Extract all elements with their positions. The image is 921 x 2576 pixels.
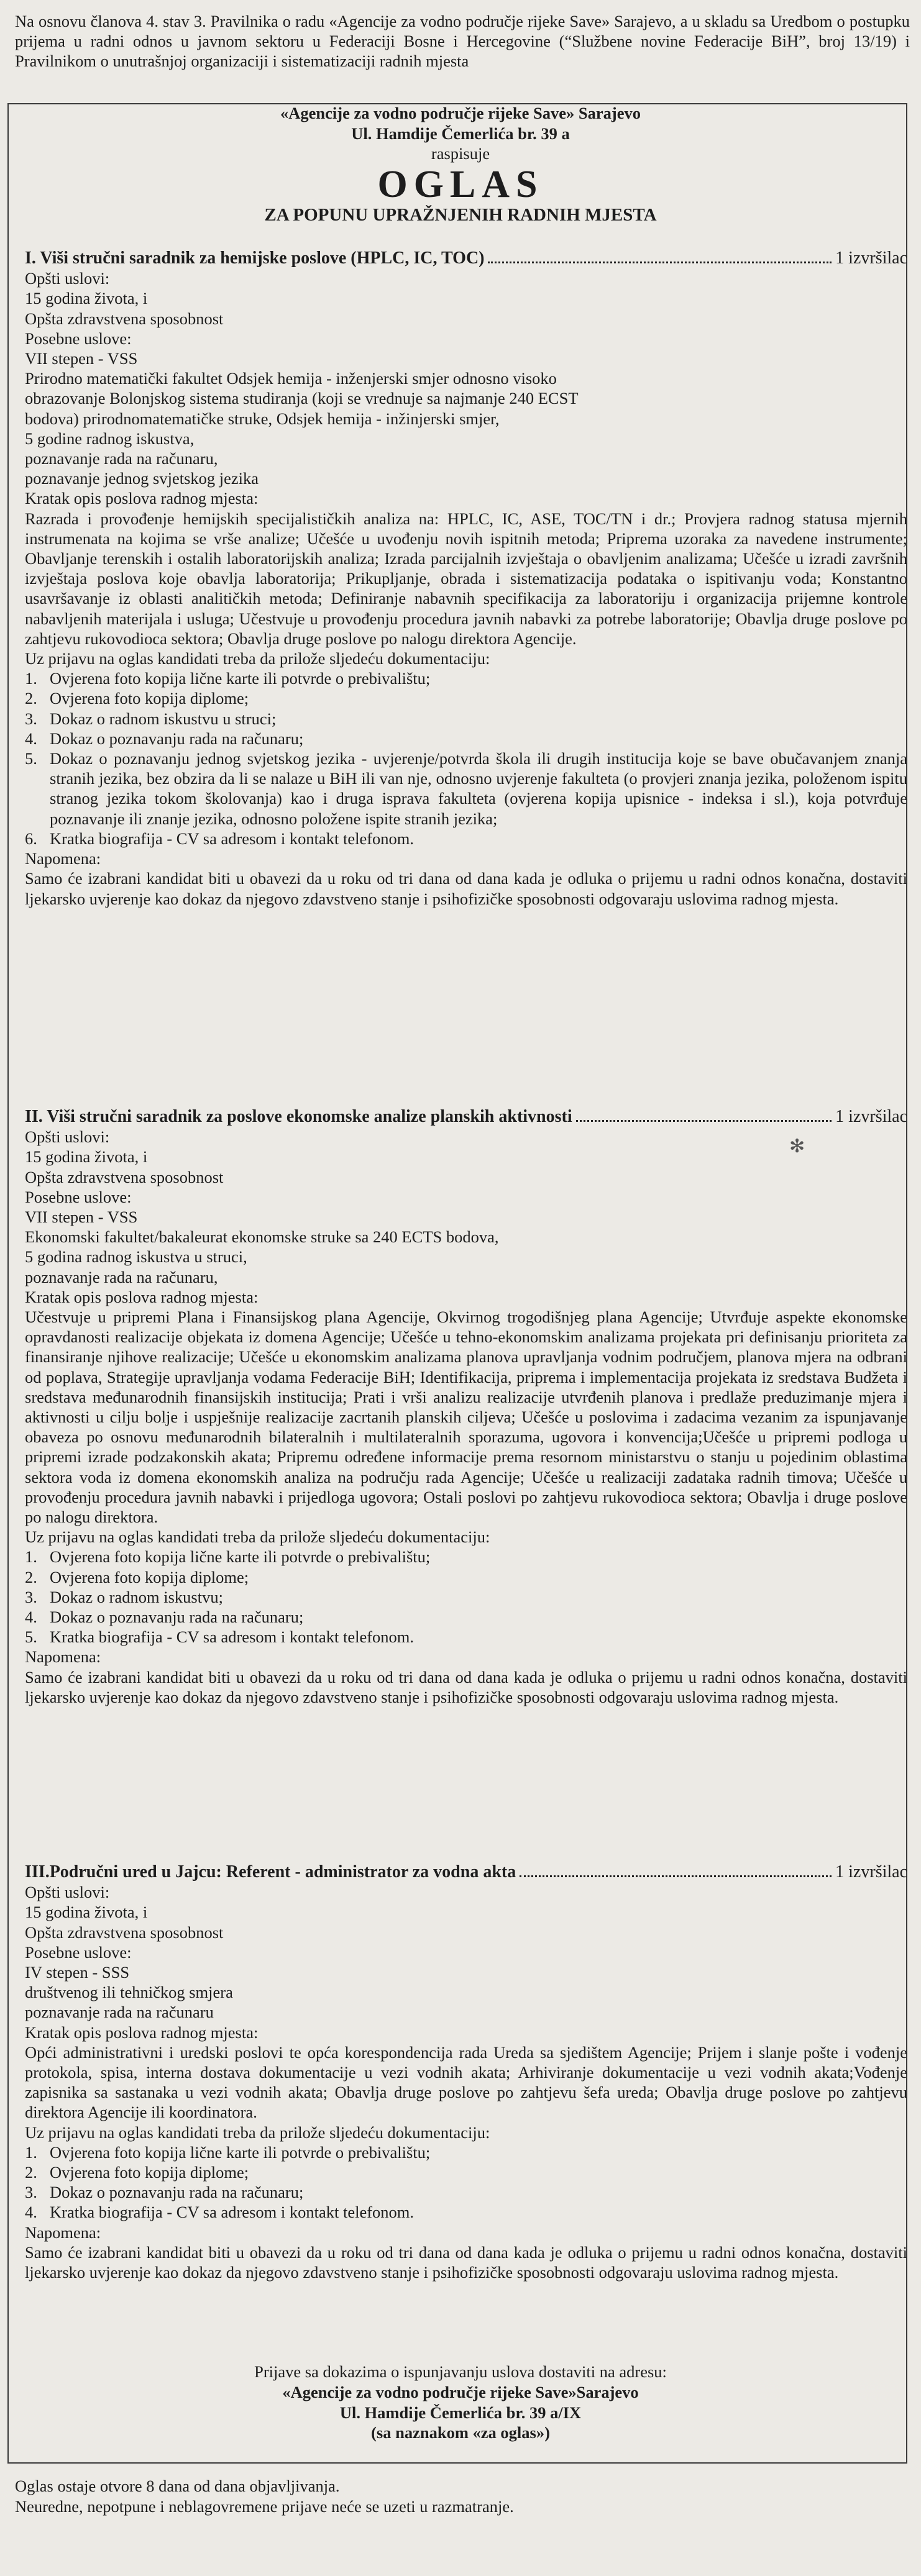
closing-line: Prijave sa dokazima o ispunjavanju uslova dostaviti na adresu: [254,2362,667,2381]
section-title-text: II. Viši stručni saradnik za poslove ekonomske analize planskih aktivnosti [25,1107,572,1126]
list-item: 2. Ovjerena foto kopija diplome; [25,1567,249,1586]
condition-line: Prirodno matematički fakultet Odsjek hemija - inženjerski smjer odnosno visoko [25,369,557,388]
job-description: Razrada i provođenje hemijskih specijalističkih analiza na: HPLC, IC, ASE, TOC/TN i dr.; Provjera radnog statusa mjernih instrumenata na kojima se vrše analize; Učešće u uvođenju novih ispitnih metoda; Priprema uzoraka za navedene instrumente; Obavljanje terenskih i ostalih laboratorijskih analiza; Izrada parcijalnih izvještaja o obavljenim analizama; Učešće u izradi završnih izvještaja poslova koje obavlja laboratorija; Prikupljanje, obrada i sistematizacija podataka o ispitivanju voda; Konstantno usavršavanje iz oblasti analitičkih metoda; Definiranje nabavnih specifikacija za laboratoriju i organizacija prijemne kontrole nabavljenih materijala i usluga; Učestvuje u provođenju procedura javnih nabavki za potrebe laboratorije; Obavlja druge poslove po zahtjevu rukovodioca sektora; Obavlja druge poslove po nalogu direktora Agencije. [25,509,907,648]
org-name: «Agencije za vodno područje rijeke Save» Sarajevo [280,104,641,122]
oglas-subtitle: ZA POPUNU UPRAŽNJENIH RADNIH MJESTA [264,205,657,225]
condition-line: Opšti uslovi: [25,1127,110,1147]
closing-org: «Agencije za vodno područje rijeke Save»Sarajevo [282,2383,639,2401]
condition-line: Kratak opis poslova radnog mjesta: [25,2023,259,2042]
condition-line: bodova) prirodnomatematičke struke, Odsjek hemija - inžinjerski smjer, [25,409,500,428]
note-label: Napomena: [25,849,101,868]
title-dot-leader [520,1875,832,1877]
title-dot-leader [488,262,832,263]
org-address: Ul. Hamdije Čemerlića br. 39 a [351,124,570,143]
condition-line: Kratak opis poslova radnog mjesta: [25,489,259,508]
section-2 [25,1107,907,1707]
section-title [25,1862,907,1882]
closing-note: (sa naznakom «za oglas») [371,2423,550,2442]
list-item: 3. Dokaz o poznavanju rada na računaru; [25,2183,304,2202]
closing-address: Ul. Hamdije Čemerlića br. 39 a/IX [339,2403,582,2422]
list-item: 4. Dokaz o poznavanju rada na računaru; [25,1608,304,1627]
raspisuje-text: raspisuje [431,144,490,163]
note-text: Samo će izabrani kandidat biti u obavezi da u roku od tri dana od dana kada je odluka o prijemu u radni odnos konačna, dostaviti ljekarsko uvjerenje kao dokaz da njegovo zdavstveno stanje i psihofizičke sposobnosti odgovaraju uslovima radnog mjesta. [25,869,907,908]
docs-intro: Uz prijavu na oglas kandidati treba da prilože sljedeću dokumentaciju: [25,649,490,668]
title-dot-leader [576,1120,832,1122]
condition-line: IV stepen - SSS [25,1963,130,1982]
condition-line: Posebne uslove: [25,1187,132,1206]
docs-intro: Uz prijavu na oglas kandidati treba da prilože sljedeću dokumentaciju: [25,1527,490,1547]
section-1 [25,248,907,909]
section-count: 1 izvršilac [835,248,907,268]
condition-line: Opšta zdravstvena sposobnost [25,1923,224,1942]
condition-line: Ekonomski fakultet/bakaleurat ekonomske struke sa 240 ECTS bodova, [25,1227,499,1247]
list-item: 6. Kratka biografija - CV sa adresom i kontakt telefonom. [25,829,415,848]
section-3 [25,1862,907,2282]
job-description: Učestvuje u pripremi Plana i Finansijskog plana Agencije, Okvirnog trogodišnjeg plana Agencije; Utvrđuje aspekte ekonomske opravdanosti realizacije objekata iz domena Agencije; Učešće u tehno-ekonomskim analizama projekata pri definisanju prioriteta za finansiranje njihove realizacije; Učešće u ekonomskim analizama planova upravljanja vodnim područjem, planova mjera na odbrani od poplava, Strategije upravljanja vodama Federacije BiH; Identifikacija, priprema i implementacija projekata iz sredstava Budžeta i sredstava međunarodnih finansijskih institucija; Prati i vrši analizu realizacije utvrđenih planova i predlaže preduzimanje mjera i aktivnosti u cilju bolje i uspješnije realizacije zacrtanih planskih ciljeva; Učešće u poslovima i zadacima vezanim za ispunjavanje obaveza po osnovu međunarodnih bilateralnih i multilateralnih sporazuma, ugovora i konvencija;Učešće u pripremi podloga u pripremi izrade podzakonskih akata; Pripremu određene informacije prema resornom ministarstvu o stanju u pojedinim oblastima sektora voda iz domena ekonomskih analiza na području rada Agencije; Učešće u realizaciji zadataka radnih timova; Učešće u provođenju procedura javnih nabavki i prijedloga ugovora; Ostali poslovi po zahtjevu rukovodioca sektora; Obavlja i druge poslove po nalogu direktora. [25,1308,907,1527]
list-item: 4. Dokaz o poznavanju rada na računaru; [25,729,304,748]
intro-paragraph: Na osnovu članova 4. stav 3. Pravilnika o radu «Agencije za vodno područje rijeke Save» Sarajevo, a u skladu sa Uredbom o postupku prijema u radni odnos u javnom sektoru u Federaciji Bosne i Hercegovine (“Službene novine Federacije BiH”, broj 13/19) i Pravilnikom o unutrašnjoj organizaciji i sistematizaciji radnih mjesta [15,12,910,71]
condition-line: 15 godina života, i [25,289,148,308]
list-item: 1. Ovjerena foto kopija lične karte ili potvrde o prebivalištu; [25,2142,431,2162]
condition-line: Opšti uslovi: [25,1883,110,1902]
condition-line: 15 godina života, i [25,1147,148,1167]
list-item: 3. Dokaz o radnom iskustvu u struci; [25,709,277,728]
note-label: Napomena: [25,1647,101,1667]
condition-line: poznavanje jednog svjetskog jezika [25,469,259,488]
section-count: 1 izvršilac [835,1862,907,1882]
condition-line: Posebne uslove: [25,1942,132,1962]
condition-line: Opšti uslovi: [25,269,110,288]
condition-line: Opšta zdravstvena sposobnost [25,1167,224,1186]
condition-line: 5 godine radnog iskustva, [25,429,195,448]
condition-line: VII stepen - VSS [25,349,138,368]
ink-mark-icon: ✻ [789,1136,805,1157]
condition-line: 15 godina života, i [25,1903,148,1922]
condition-line: poznavanje rada na računaru, [25,1267,218,1286]
job-description: Opći administrativni i uredski poslovi te opća korespondencija rada Ureda sa sjedištem Agencije; Prijem i slanje pošte i vođenje protokola, spisa, interna dostava dokumentacije u vezi vodnih akata; Arhiviranje dokumentacije u vezi vodnih akata;Vođenje zapisnika sa sastanaka u vezi vodnih akata; Obavlja druge poslove po zahtjevu šefa ureda; Obavlja druge poslove po zahtjevu direktora Agencije ili koordinatora. [25,2042,907,2122]
list-item: 5. Kratka biografija - CV sa adresom i kontakt telefonom. [25,1627,415,1647]
list-item: 1. Ovjerena foto kopija lične karte ili potvrde o prebivalištu; [25,669,431,688]
condition-line: obrazovanje Bolonjskog sistema studiranja (koji se vrednuje sa najmanje 240 ECST [25,389,579,408]
section-title [25,248,907,268]
list-item: 4. Kratka biografija - CV sa adresom i kontakt telefonom. [25,2203,415,2222]
list-item: 5. Dokaz o poznavanju jednog svjetskog jezika - uvjerenje/potvrda škola ili drugih institucija koje se bave obučavanjem znanja stranih jezika, bez obzira da li se nalaze u BiH ili van nje, odnosno uvjerenje fakulteta (o provjeri znanja jezika, položenom ispitu stranog jezika tokom školovanja) kao i druga isprava fakulteta (ovjerena kopija upisnice - indeksa i sl.), koja potvrđuje poznavanje ili znanje jezika, odnosno položene ispite stranih jezika; [25,749,907,828]
condition-line: Posebne uslove: [25,329,132,348]
condition-line: poznavanje rada na računaru, [25,449,218,468]
note-text: Samo će izabrani kandidat biti u obavezi da u roku od tri dana od dana kada je odluka o prijemu u radni odnos konačna, dostaviti ljekarsko uvjerenje kao dokaz da njegovo zdavstveno stanje i psihofizičke sposobnosti odgovaraju uslovima radnog mjesta. [25,1667,907,1706]
list-item: 1. Ovjerena foto kopija lične karte ili potvrde o prebivalištu; [25,1547,431,1567]
footer-line: Neuredne, nepotpune i neblagovremene prijave neće se uzeti u razmatranje. [15,2497,514,2516]
oglas-title: OGLAS [377,163,544,206]
section-count: 1 izvršilac [835,1107,907,1126]
section-title-text: III.Područni ured u Jajcu: Referent - administrator za vodna akta [25,1862,516,1882]
list-item: 3. Dokaz o radnom iskustvu; [25,1587,223,1606]
condition-line: društvenog ili tehničkog smjera [25,1983,233,2002]
section-title [25,1107,907,1127]
list-item: 2. Ovjerena foto kopija diplome; [25,689,249,708]
note-text: Samo će izabrani kandidat biti u obavezi da u roku od tri dana od dana kada je odluka o prijemu u radni odnos konačna, dostaviti ljekarsko uvjerenje kao dokaz da njegovo zdavstveno stanje i psihofizičke sposobnosti odgovaraju uslovima radnog mjesta. [25,2242,907,2282]
condition-line: VII stepen - VSS [25,1208,138,1227]
note-label: Napomena: [25,2223,101,2242]
condition-line: Opšta zdravstvena sposobnost [25,309,224,328]
condition-line: 5 godina radnog iskustva u struci, [25,1247,247,1267]
condition-line: Kratak opis poslova radnog mjesta: [25,1287,259,1306]
list-item: 2. Ovjerena foto kopija diplome; [25,2163,249,2182]
footer-line: Oglas ostaje otvore 8 dana od dana objavljivanja. [15,2477,340,2495]
condition-line: poznavanje rada na računaru [25,2003,214,2022]
docs-intro: Uz prijavu na oglas kandidati treba da prilože sljedeću dokumentaciju: [25,2123,490,2142]
section-title-text: I. Viši stručni saradnik za hemijske poslove (HPLC, IC, TOC) [25,248,485,268]
